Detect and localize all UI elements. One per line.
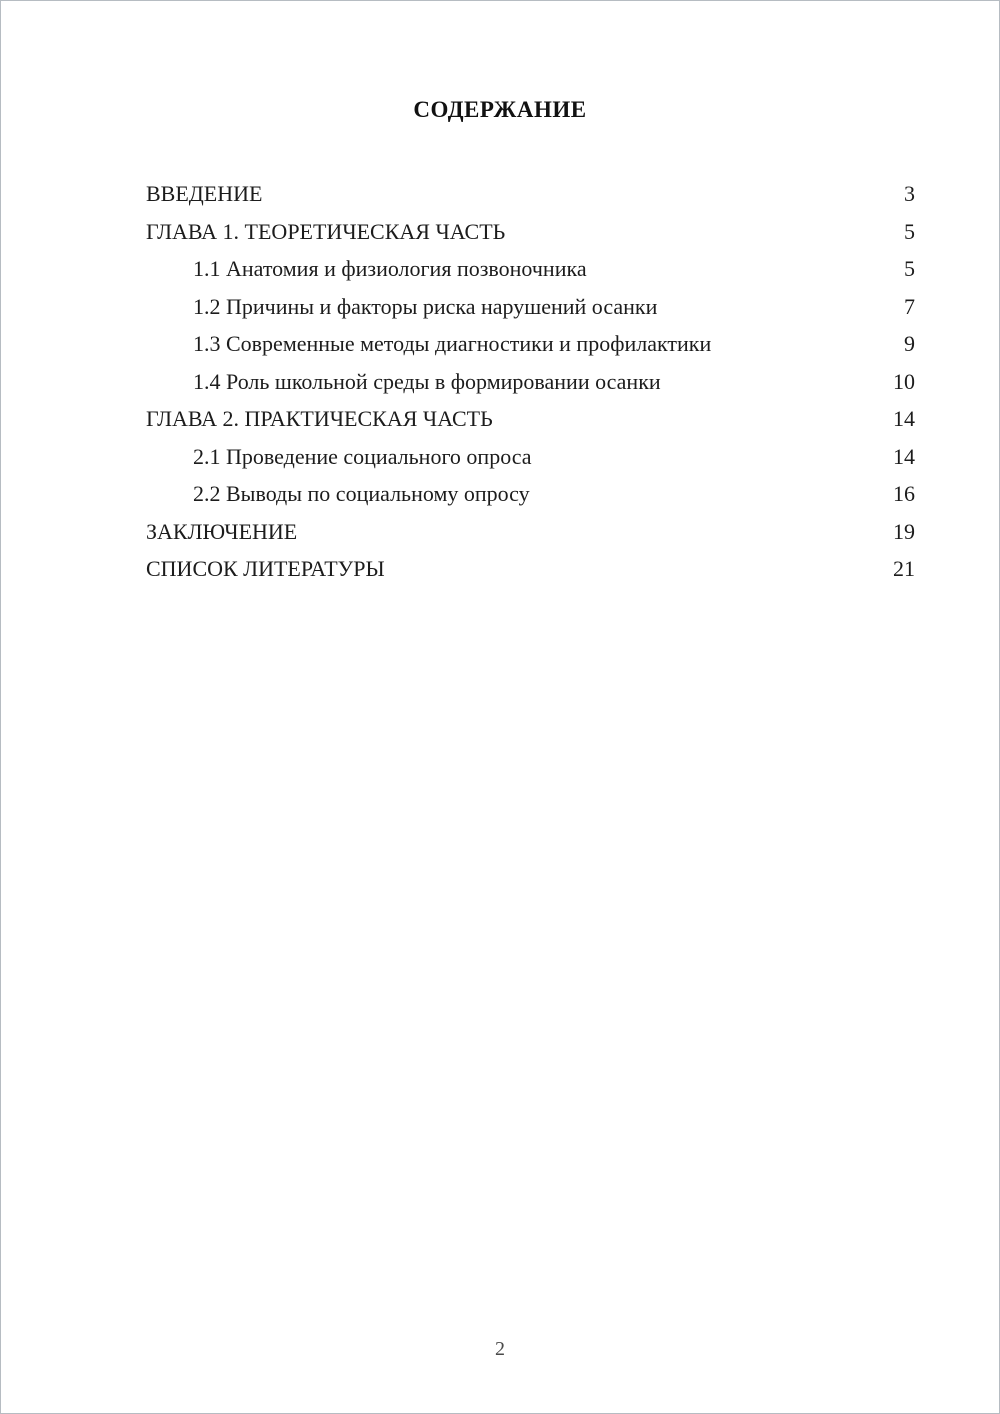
toc-entry-chapter-2 bbox=[146, 400, 915, 438]
toc-entry-label: ЗАКЛЮЧЕНИЕ bbox=[146, 518, 298, 544]
toc-entry-page: 5 bbox=[904, 218, 915, 244]
toc-entry-label: ГЛАВА 2. ПРАКТИЧЕСКАЯ ЧАСТЬ bbox=[146, 406, 493, 431]
toc-entry-page: 3 bbox=[904, 181, 915, 206]
toc-entry-1-1 bbox=[146, 250, 915, 288]
toc-entry-label: 2.2 Выводы по социальному опросу bbox=[193, 481, 530, 506]
toc-entry-1-2 bbox=[146, 288, 915, 326]
page-title: СОДЕРЖАНИЕ bbox=[413, 97, 587, 122]
toc-entry-label: 1.4 Роль школьной среды в формировании осанки bbox=[193, 368, 661, 394]
toc-entry-2-2 bbox=[146, 475, 915, 513]
toc-entry-page: 14 bbox=[893, 406, 915, 431]
toc-entry-label: ВВЕДЕНИЕ bbox=[146, 181, 263, 206]
toc-entry-label: 2.1 Проведение социального опроса bbox=[193, 443, 532, 469]
toc-entry-page: 5 bbox=[904, 256, 915, 281]
table-of-contents bbox=[146, 175, 915, 588]
toc-entry-2-1 bbox=[146, 438, 915, 476]
toc-entry-label: 1.3 Современные методы диагностики и профилактики bbox=[193, 331, 712, 356]
footer-page-number: 2 bbox=[495, 1338, 505, 1360]
toc-entry-page: 21 bbox=[893, 556, 915, 581]
toc-entry-page: 19 bbox=[893, 518, 915, 544]
toc-entry-page: 10 bbox=[893, 368, 915, 394]
toc-entry-chapter-1 bbox=[146, 213, 915, 251]
toc-entry-page: 9 bbox=[904, 331, 915, 356]
toc-entry-page: 16 bbox=[893, 481, 915, 506]
toc-entry-label: 1.1 Анатомия и физиология позвоночника bbox=[193, 256, 587, 281]
toc-entry-introduction bbox=[146, 175, 915, 213]
toc-entry-page: 7 bbox=[904, 293, 915, 319]
toc-entry-1-3 bbox=[146, 325, 915, 363]
toc-entry-label: ГЛАВА 1. ТЕОРЕТИЧЕСКАЯ ЧАСТЬ bbox=[146, 218, 506, 244]
toc-entry-page: 14 bbox=[893, 443, 915, 469]
toc-entry-1-4 bbox=[146, 363, 915, 401]
toc-entry-label: 1.2 Причины и факторы риска нарушений осанки bbox=[193, 293, 658, 319]
toc-entry-conclusion bbox=[146, 513, 915, 551]
toc-entry-bibliography bbox=[146, 550, 915, 588]
toc-entry-label: СПИСОК ЛИТЕРАТУРЫ bbox=[146, 556, 385, 581]
